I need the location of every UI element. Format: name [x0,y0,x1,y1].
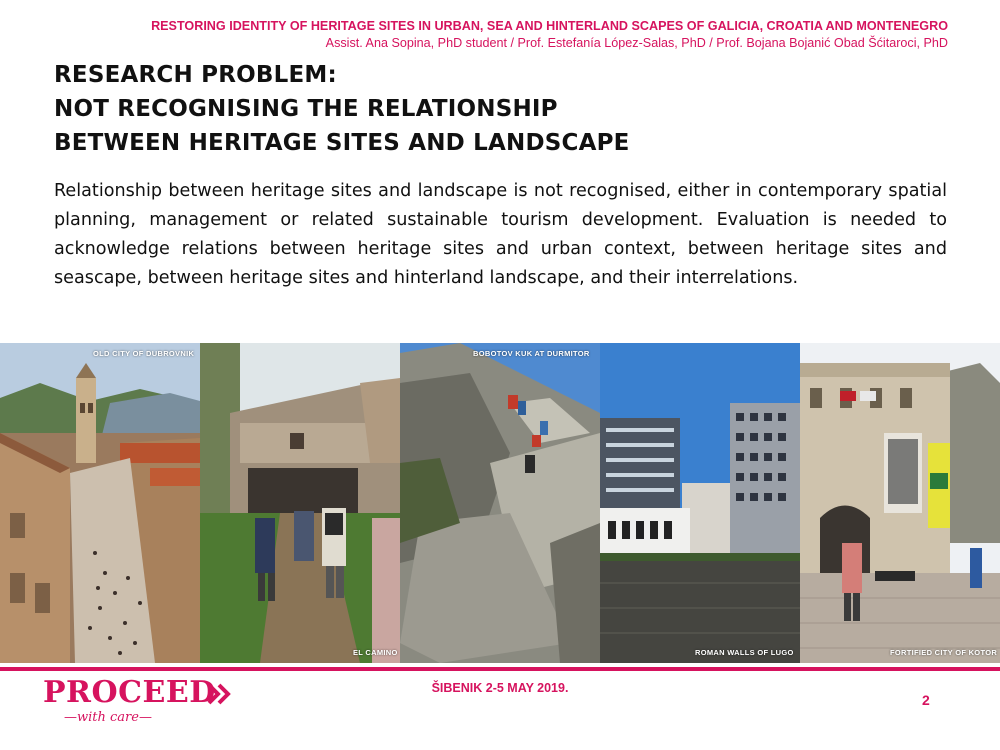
photo-strip [0,343,1000,663]
heading-line-2: NOT RECOGNISING THE RELATIONSHIP [54,96,558,122]
footer-rule [0,667,1000,671]
event-date: ŠIBENIK 2-5 MAY 2019. [431,681,569,695]
heading-line-3: BETWEEN HERITAGE SITES AND LANDSCAPE [54,130,630,156]
page-number: 2 [922,692,930,708]
dubrovnik-image [0,343,200,663]
photo-caption: FORTIFIED CITY OF KOTOR [890,648,998,657]
photo-caption: EL CAMINO [353,648,398,657]
body-paragraph: Relationship between heritage sites and landscape is not recognised, either in contemporary spatial planning, management or related sustainable tourism development. Evaluation is needed to acknowledge relations between heritage sites and urban context, between heritage sites and seascape, between heritage sites and hinterland landscape, and their interrelations. [54,181,947,288]
photo-bobotov-kuk [400,343,600,663]
photo-caption: OLD CITY OF DUBROVNIK [93,349,195,358]
heading-line-1: RESEARCH PROBLEM: [54,62,337,88]
slide-heading [54,58,630,160]
photo-dubrovnik [0,343,200,663]
photo-el-camino [200,343,400,663]
el-camino-image [200,343,400,663]
photo-kotor [800,343,1000,663]
lugo-image [600,343,800,663]
bobotov-kuk-image [400,343,600,663]
logo-tagline: —with care— [64,710,152,725]
photo-lugo [600,343,800,663]
kotor-image [800,343,1000,663]
photo-caption: BOBOTOV KUK AT DURMITOR [473,349,590,358]
proceed-logo: PROCEED [43,675,216,710]
photo-caption: ROMAN WALLS OF LUGO [695,648,794,657]
project-title: RESTORING IDENTITY OF HERITAGE SITES IN URBAN, SEA AND HINTERLAND SCAPES OF GALICIA, CROATIA AND MONTENEGRO [151,19,948,33]
authors-line: Assist. Ana Sopina, PhD student / Prof. Estefanía López-Salas, PhD / Prof. Bojana Bojanić Obad Šćitaroci, PhD [325,36,948,50]
